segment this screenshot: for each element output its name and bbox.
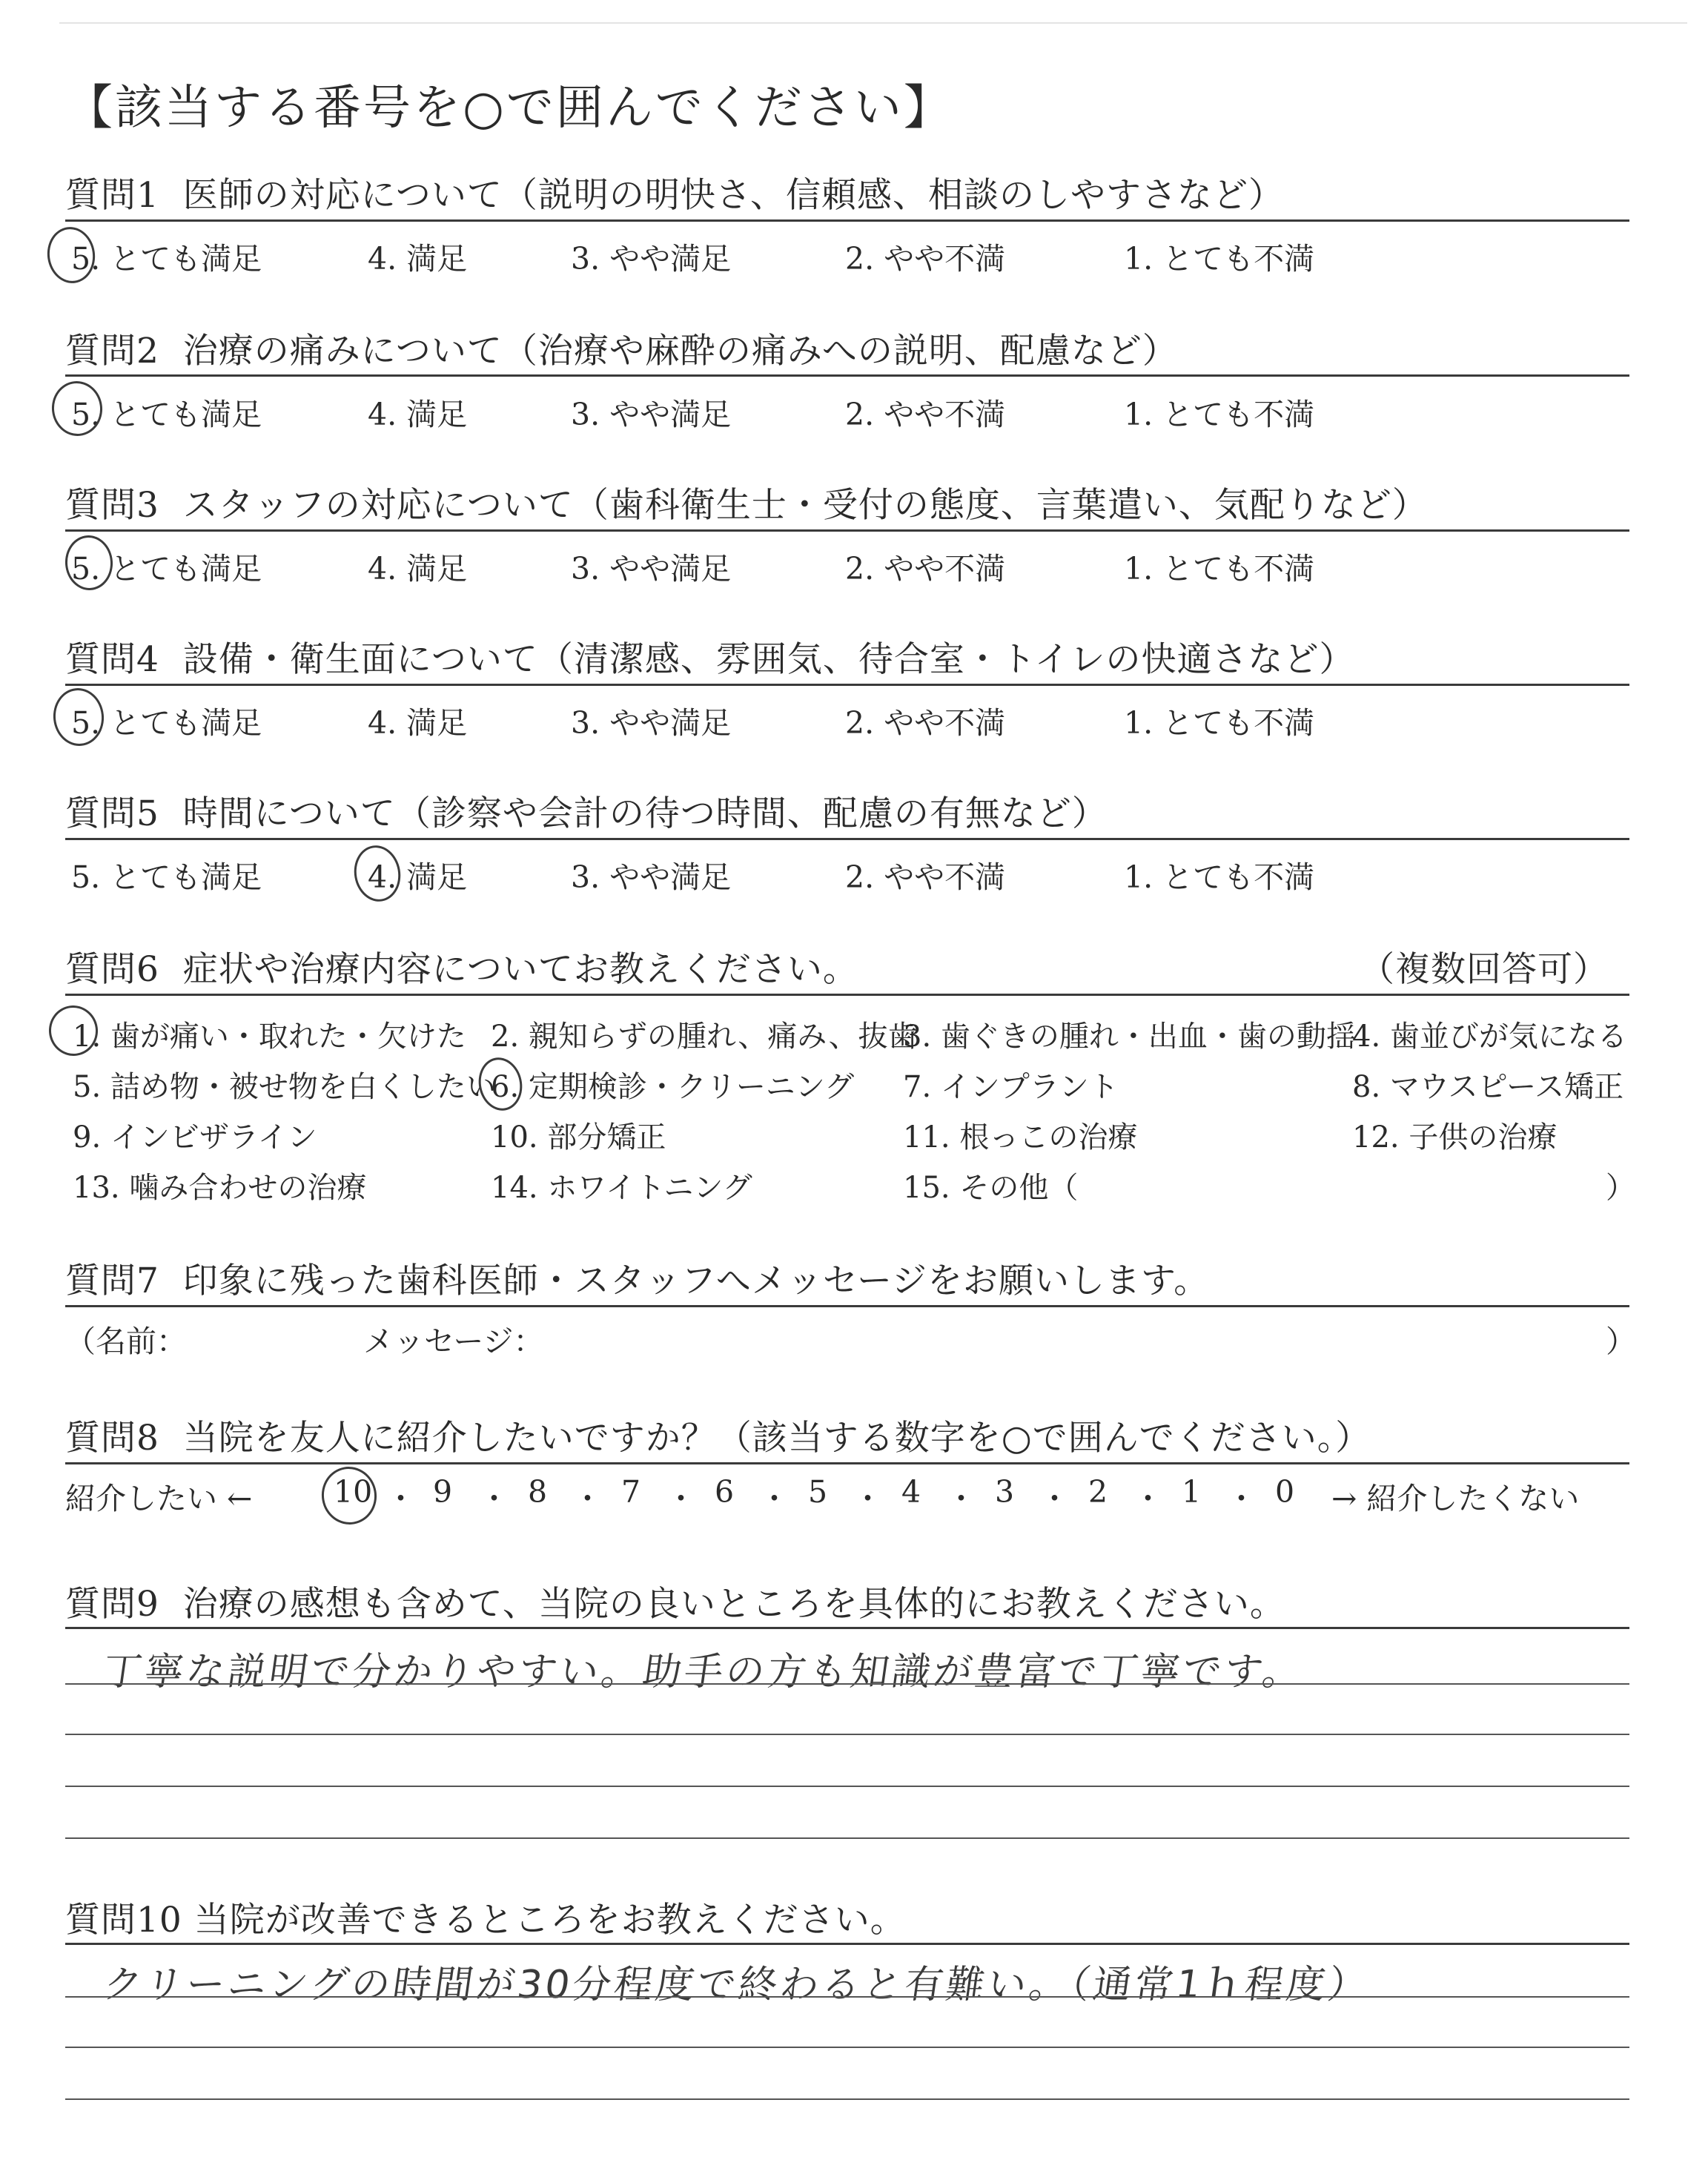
question-label: 質問1: [65, 175, 159, 216]
scale-separator: ・: [385, 1481, 416, 1516]
q6-item-11[interactable]: 11. 根っこの治療: [903, 1120, 1138, 1155]
answer-line: [65, 2047, 1629, 2048]
scale-0[interactable]: 0: [1275, 1474, 1295, 1510]
q6-item-1[interactable]: 1. 歯が痛い・取れた・欠けた: [73, 1020, 466, 1054]
scale-10[interactable]: 10: [334, 1474, 373, 1510]
question-divider: [65, 1943, 1629, 1945]
q9-handwritten-answer[interactable]: 丁寧な説明で分かりやすい。助手の方も知識が豊富で丁寧です。: [100, 1650, 1308, 1694]
scale-separator: ・: [946, 1481, 976, 1516]
q2-option-5[interactable]: 5. とても満足: [71, 397, 262, 432]
scale-9[interactable]: 9: [433, 1474, 453, 1510]
q2-option-4[interactable]: 4. 満足: [368, 397, 468, 432]
scale-separator: ・: [759, 1481, 790, 1516]
scale-8[interactable]: 8: [528, 1474, 548, 1510]
q4-option-5[interactable]: 5. とても満足: [71, 705, 262, 741]
question-2: [65, 323, 1178, 373]
scale-separator: ・: [572, 1481, 603, 1516]
scale-6[interactable]: 6: [715, 1474, 735, 1510]
q5-option-1[interactable]: 1. とても不満: [1124, 859, 1315, 895]
scale-7[interactable]: 7: [621, 1474, 641, 1510]
q6-item-4[interactable]: 4. 歯並びが気になる: [1352, 1020, 1627, 1054]
top-border: [59, 22, 1687, 24]
question-divider: [65, 684, 1629, 686]
q2-option-2[interactable]: 2. やや不満: [845, 397, 1006, 432]
q1-option-5[interactable]: 5. とても満足: [71, 241, 262, 277]
q6-item-2[interactable]: 2. 親知らずの腫れ、痛み、抜歯: [491, 1020, 918, 1054]
question-5: [65, 786, 1108, 836]
q3-option-3[interactable]: 3. やや満足: [571, 551, 732, 587]
scale-3[interactable]: 3: [995, 1474, 1015, 1510]
question-divider: [65, 1627, 1629, 1629]
question-label: 質問8: [65, 1418, 159, 1459]
question-text: 時間について（診察や会計の待つ時間、配慮の有無など）: [182, 793, 1108, 834]
question-1: [65, 168, 1284, 217]
question-divider: [65, 838, 1629, 840]
question-label: 質問2: [65, 331, 159, 371]
q1-option-3[interactable]: 3. やや満足: [571, 241, 732, 277]
q5-option-5[interactable]: 5. とても満足: [71, 859, 262, 895]
scale-separator: ・: [666, 1481, 696, 1516]
q6-item-5[interactable]: 5. 詰め物・被せ物を白くしたい: [73, 1070, 496, 1104]
question-divider: [65, 994, 1629, 996]
recommend-right-label: → 紹介したくない: [1331, 1481, 1580, 1516]
question-text: 当院が改善できるところをお教えください。: [193, 1900, 906, 1941]
name-field-label: （名前：: [65, 1324, 187, 1359]
question-text: 医師の対応について（説明の明快さ、信頼感、相談のしやすさなど）: [182, 175, 1284, 216]
q4-option-3[interactable]: 3. やや満足: [571, 705, 732, 741]
scale-4[interactable]: 4: [901, 1474, 921, 1510]
question-text: 治療の感想も含めて、当院の良いところを具体的にお教えください。: [182, 1584, 1285, 1625]
message-field-close: ）: [1606, 1324, 1636, 1359]
question-label: 質問9: [65, 1584, 159, 1625]
q4-option-4[interactable]: 4. 満足: [368, 705, 468, 741]
question-label: 質問5: [65, 793, 159, 834]
q2-option-3[interactable]: 3. やや満足: [571, 397, 732, 432]
scale-separator: ・: [1226, 1481, 1257, 1516]
answer-line: [65, 1996, 1629, 1998]
q6-item-7[interactable]: 7. インプラント: [903, 1070, 1119, 1104]
scale-separator: ・: [1039, 1481, 1070, 1516]
q4-option-1[interactable]: 1. とても不満: [1124, 705, 1315, 741]
question-text: スタッフの対応について（歯科衛生士・受付の態度、言葉遣い、気配りなど）: [182, 485, 1428, 526]
scale-2[interactable]: 2: [1088, 1474, 1108, 1510]
question-divider: [65, 374, 1629, 377]
question-3: [65, 478, 1428, 527]
q6-item-10[interactable]: 10. 部分矯正: [491, 1120, 666, 1155]
message-field-label: メッセージ：: [363, 1324, 544, 1359]
question-divider: [65, 529, 1629, 532]
answer-line: [65, 1786, 1629, 1787]
q6-item-15[interactable]: 15. その他（: [903, 1171, 1079, 1205]
question-7: [65, 1253, 1209, 1303]
question-text: 設備・衛生面について（清潔感、雰囲気、待合室・トイレの快適さなど）: [182, 639, 1355, 680]
answer-line: [65, 1837, 1629, 1839]
question-text: 当院を友人に紹介したいですか？（該当する数字を○で囲んでください。）: [182, 1418, 1371, 1459]
question-divider: [65, 1462, 1629, 1464]
q3-option-5[interactable]: 5. とても満足: [71, 551, 262, 587]
recommend-left-label: 紹介したい ←: [65, 1481, 253, 1516]
q3-option-4[interactable]: 4. 満足: [368, 551, 468, 587]
question-text: 印象に残った歯科医師・スタッフへメッセージをお願いします。: [182, 1261, 1210, 1301]
question-10: [65, 1892, 906, 1942]
answer-line: [65, 2098, 1629, 2100]
question-label: 質問4: [65, 639, 159, 680]
question-4: [65, 632, 1355, 681]
answer-line: [65, 1734, 1629, 1735]
answer-line: [65, 1683, 1629, 1685]
page-title: 【該当する番号を○で囲んでください】: [65, 81, 953, 136]
q3-option-1[interactable]: 1. とても不満: [1124, 551, 1315, 587]
q6-item-12[interactable]: 12. 子供の治療: [1352, 1120, 1558, 1155]
q4-option-2[interactable]: 2. やや不満: [845, 705, 1006, 741]
question-6: [65, 942, 858, 991]
question-divider: [65, 1305, 1629, 1307]
q8-selection-circle: [317, 1462, 381, 1529]
scale-separator: ・: [1133, 1481, 1163, 1516]
question-label: 質問7: [65, 1261, 159, 1301]
question-label: 質問6: [65, 949, 159, 990]
q1-option-4[interactable]: 4. 満足: [368, 241, 468, 277]
q6-item-3[interactable]: 3. 歯ぐきの腫れ・出血・歯の動揺: [903, 1020, 1356, 1054]
question-9: [65, 1576, 1285, 1626]
multiple-answers-note: （複数回答可）: [1360, 949, 1609, 990]
question-text: 症状や治療内容についてお教えください。: [182, 949, 858, 990]
question-label: 質問10: [65, 1900, 182, 1941]
question-divider: [65, 219, 1629, 222]
scale-separator: ・: [479, 1481, 509, 1516]
q6-item-6[interactable]: 6. 定期検診・クリーニング: [491, 1070, 855, 1104]
question-8: [65, 1410, 1371, 1460]
q5-option-3[interactable]: 3. やや満足: [571, 859, 732, 895]
q6-item-15-close: ）: [1606, 1171, 1635, 1205]
question-label: 質問3: [65, 485, 159, 526]
q5-option-4[interactable]: 4. 満足: [368, 859, 468, 895]
q1-option-1[interactable]: 1. とても不満: [1124, 241, 1315, 277]
q3-option-2[interactable]: 2. やや不満: [845, 551, 1006, 587]
q6-item-8[interactable]: 8. マウスピース矯正: [1352, 1070, 1624, 1104]
scale-5[interactable]: 5: [808, 1474, 828, 1510]
q6-item-13[interactable]: 13. 噛み合わせの治療: [73, 1171, 367, 1205]
q1-option-2[interactable]: 2. やや不満: [845, 241, 1006, 277]
q10-handwritten-answer[interactable]: クリーニングの時間が30分程度で終わると有難い。（通常1ｈ程度）: [100, 1963, 1373, 2007]
q2-option-1[interactable]: 1. とても不満: [1124, 397, 1315, 432]
question-text: 治療の痛みについて（治療や麻酔の痛みへの説明、配慮など）: [182, 331, 1178, 371]
q6-item-14[interactable]: 14. ホワイトニング: [491, 1171, 752, 1205]
scale-separator: ・: [853, 1481, 883, 1516]
q6-item-9[interactable]: 9. インビザライン: [73, 1120, 317, 1155]
scale-1[interactable]: 1: [1182, 1474, 1202, 1510]
q5-option-2[interactable]: 2. やや不満: [845, 859, 1006, 895]
